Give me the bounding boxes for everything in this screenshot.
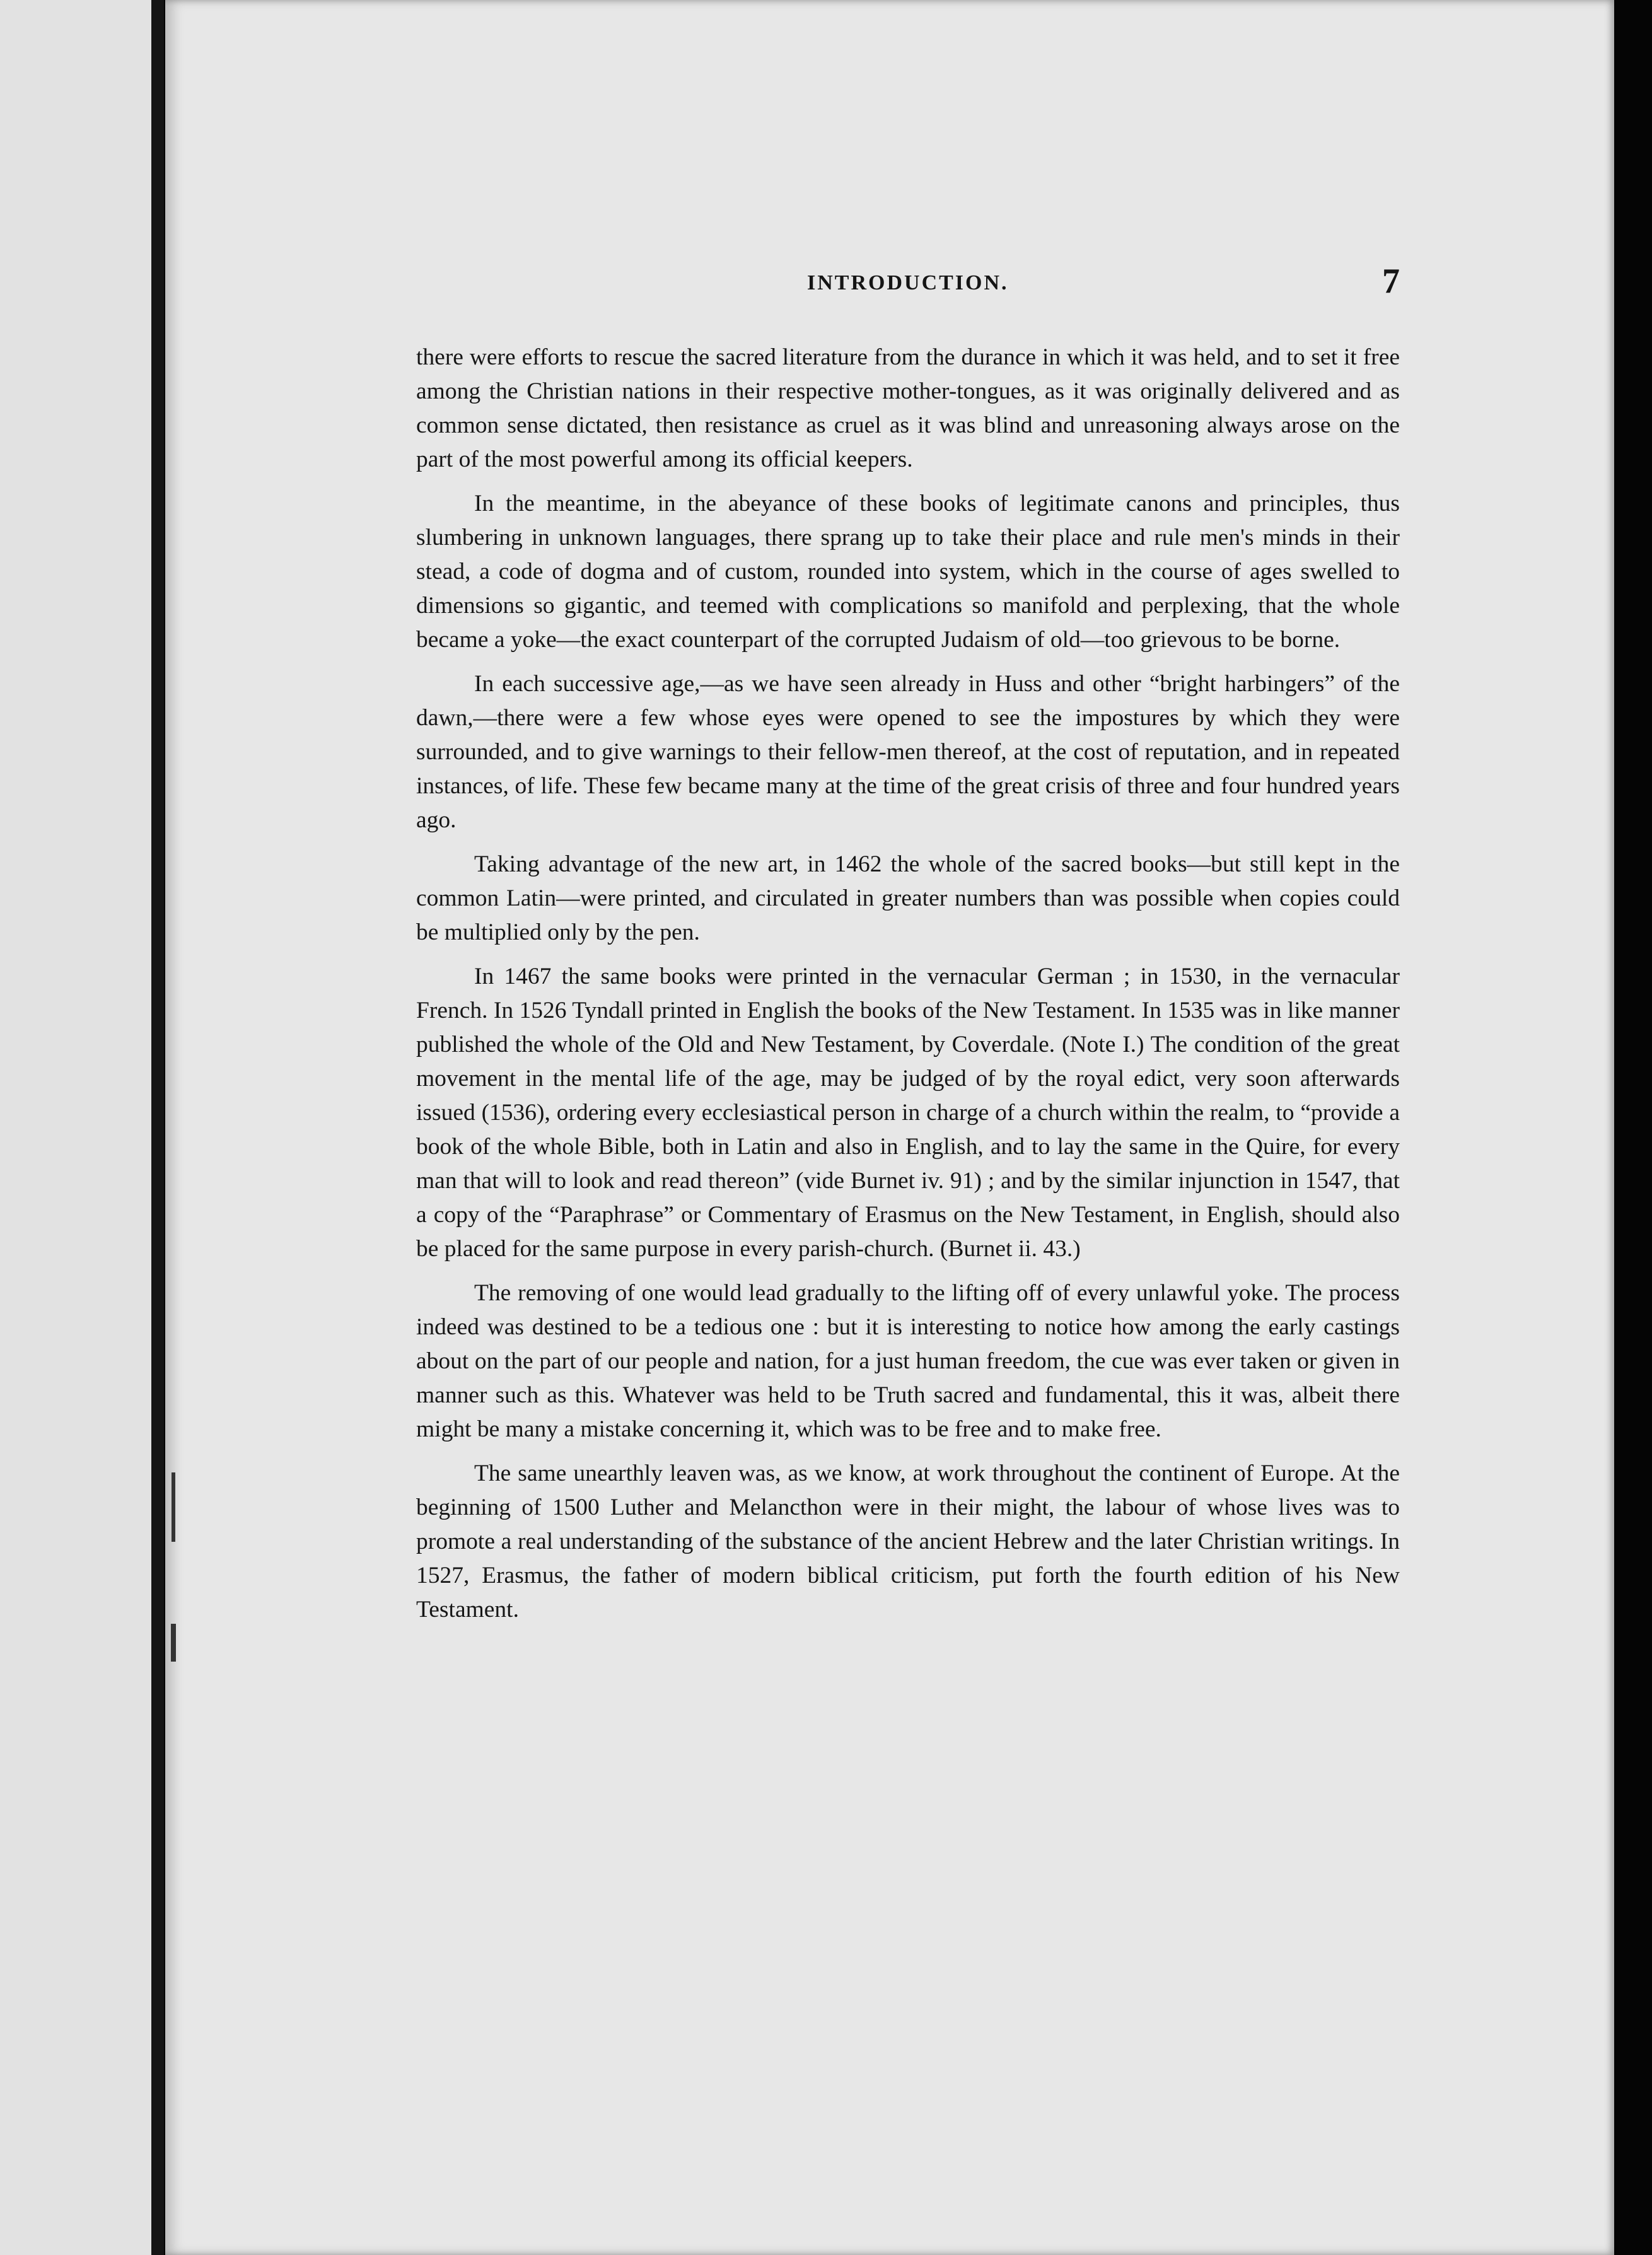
book-gutter xyxy=(151,0,164,2255)
binding-mark xyxy=(172,1472,175,1542)
page-header xyxy=(416,262,1400,315)
running-title: INTRODUCTION. xyxy=(807,271,1009,294)
facing-page-edge xyxy=(0,0,151,2255)
paragraph: In each successive age,—as we have seen already in Huss and other “bright harbingers” of the dawn,—there were a few whose eyes were opened to see the impostures by which they were surrounded, and to give warnings to their fellow-men thereof, at the cost of reputation, and in repeated instances, of life. These few became many at the time of the great crisis of three and four hundred years ago. xyxy=(416,671,1400,833)
binding-mark xyxy=(171,1624,176,1662)
paragraph: Taking advantage of the new art, in 1462 the whole of the sacred books—but still kept in the common Latin—were printed, and circulated in greater numbers than was possible when copies could be multiplied only by the pen. xyxy=(416,851,1400,945)
page-number: 7 xyxy=(1382,262,1400,301)
paragraph: In the meantime, in the abeyance of these books of legitimate canons and principles, thus slumbering in unknown languages, there sprang up to take their place and rule men's minds in their stead, a code of dogma and of custom, rounded into system, which in the course of ages swelled to dimensions so gigantic, and teemed with complications so manifold and perplexing, that the whole became a yoke—the exact counterpart of the corrupted Judaism of old—too grievous to be borne. xyxy=(416,491,1400,653)
scan-border xyxy=(1614,0,1652,2255)
paragraph: The same unearthly leaven was, as we know, at work throughout the continent of Europe. At the beginning of 1500 Luther and Melancthon were in their might, the labour of whose lives was to promote a real understanding of the substance of the ancient Hebrew and the later Christian writings. In 1527, Erasmus, the father of modern biblical criticism, put forth the fourth edition of his New Testament. xyxy=(416,1460,1400,1623)
paragraph: The removing of one would lead gradually to the lifting off of every unlawful yoke. The process indeed was destined to be a tedious one : but it is interesting to notice how among the early castings about on the part of our people and nation, for a just human freedom, the cue was ever taken or given in manner such as this. Whatever was held to be Truth sacred and fundamental, this it was, albeit there might be many a mistake concerning it, which was to be free and to make free. xyxy=(416,1280,1400,1442)
body-text xyxy=(416,341,1400,1637)
paragraph: there were efforts to rescue the sacred literature from the durance in which it was held, and to set it free among the Christian nations in their respective mother-tongues, as it was originally delivered and as common sense dictated, then resistance as cruel as it was blind and unreasoning always arose on the part of the most powerful among its official keepers. xyxy=(416,344,1400,472)
paragraph: In 1467 the same books were printed in the vernacular German ; in 1530, in the vernacular French. In 1526 Tyndall printed in English the books of the New Testament. In 1535 was in like manner published the whole of the Old and New Testament, by Coverdale. (Note I.) The condition of the great movement in the mental life of the age, may be judged of by the royal edict, very soon afterwards issued (1536), ordering every ecclesiastical person in charge of a church within the realm, to “provide a book of the whole Bible, both in Latin and also in English, and to lay the same in the Quire, for every man that will to look and read thereon” (vide Burnet iv. 91) ; and by the similar injunction in 1547, that a copy of the “Paraphrase” or Commentary of Erasmus on the New Testament, in English, should also be placed for the same purpose in every parish-church. (Burnet ii. 43.) xyxy=(416,964,1400,1262)
